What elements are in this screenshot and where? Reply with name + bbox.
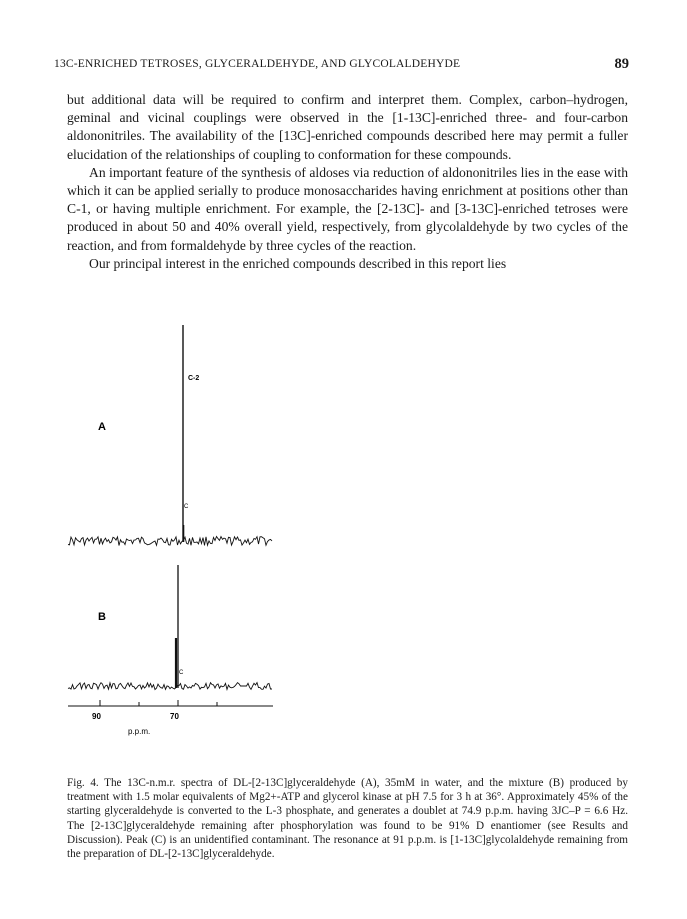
axis-tick-70-label: 70 xyxy=(170,712,179,721)
axis-tick-90-label: 90 xyxy=(92,712,101,721)
caption-text: Fig. 4. The 13C-n.m.r. spectra of DL-[2-13C]glyceraldehyde (A), 35mM in water, and the mixture (B) produced by treatment with 1.5 molar equivalents of Mg2+-ATP and glycerol kinase at pH 7.5 for 3 h at 36°. Approximately 45% of the starting glyceraldehyde is converted to the L-3 phosphate, and generates a doublet at 74.9 p.p.m. having 3JC–P = 6.6 Hz. The [2-13C]glyceraldehyde remaining after phosphorylation was found to be 91% D enantiomer (see Results and Discussion). Peak (C) is an unidentified contaminant. The resonance at 91 p.p.m. is [1-13C]glycolaldehyde remaining from the preparation of DL-[2-13C]glyceraldehyde. xyxy=(67,777,628,861)
nmr-figure xyxy=(68,320,288,740)
paragraph-3: Our principal interest in the enriched compounds described in this report lies xyxy=(89,255,507,271)
peak-c-label-a: C xyxy=(184,504,189,510)
peak-c-label-b: C xyxy=(179,670,184,676)
figure-caption xyxy=(67,776,628,861)
page-number: 89 xyxy=(614,56,629,72)
paragraph-1: but additional data will be required to confirm and interpret them. Complex, carbon–hydrogen, geminal and vicinal couplings were observed in the [1-13C]-enriched three- and four-carbon aldononitriles. The availability of the [13C]-enriched compounds described here may permit a fuller elucidation of the relationships of coupling to conformation for these compounds. xyxy=(67,92,628,162)
body-text xyxy=(67,91,628,273)
panel-b-baseline xyxy=(68,683,272,690)
running-header xyxy=(54,56,629,76)
peak-c2-label: C-2 xyxy=(188,375,200,382)
running-title: 13C-ENRICHED TETROSES, GLYCERALDEHYDE, AND GLYCOLALDEHYDE xyxy=(54,58,461,70)
panel-a-label: A xyxy=(98,421,106,433)
panel-a-baseline xyxy=(68,537,272,546)
axis-unit-label: p.p.m. xyxy=(128,727,151,736)
paragraph-2: An important feature of the synthesis of aldoses via reduction of aldononitriles lies in the ease with which it can be applied serially to produce monosaccharides having enrichment at positions other than C-1, or having multiple enrichment. For example, the [2-13C]- and [3-13C]-enriched tetroses were produced in about 50 and 40% overall yield, respectively, from glycolaldehyde by two cycles of the reaction, and from formaldehyde by three cycles of the reaction. xyxy=(67,164,628,253)
panel-b-label: B xyxy=(98,611,106,623)
nmr-spectra-svg xyxy=(68,320,288,740)
